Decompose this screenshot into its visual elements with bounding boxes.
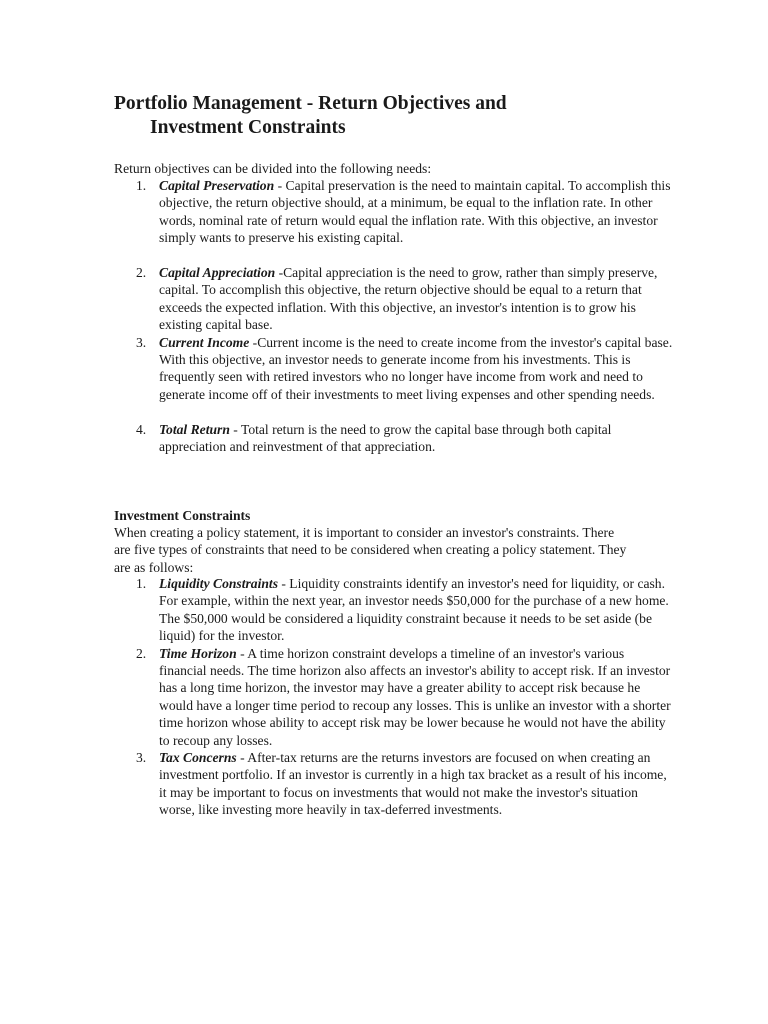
return-objectives-intro: Return objectives can be divided into the following needs: [114,161,432,176]
item-number: 1. [136,576,147,591]
item-number: 4. [136,421,147,437]
constraints-intro: When creating a policy statement, it is important to consider an investor's constraints. There are five types of constraints that need to be considered when creating a policy statement. They are as follows: [114,525,627,575]
item-number: 2. [136,265,147,281]
return-objectives-list [114,177,674,455]
constraints-list [114,575,674,819]
item-term: Capital Preservation [159,178,275,193]
list-item [114,645,674,749]
item-text: - Capital preservation is the need to maintain capital. To accomplish this objective, the return objective should, at a minimum, be equal to the inflation rate. In other words, nominal rate of return would equal the inflation rate. With this objective, an investor simply wants to preserve his existing capital. [159,178,671,246]
item-number: 1. [136,178,147,193]
item-number: 2. [136,645,147,661]
item-term: Tax Concerns [159,750,237,766]
item-term: Total Return [159,421,230,437]
list-item [114,749,674,819]
list-item [114,264,674,334]
item-term: Liquidity Constraints [159,576,278,591]
section-heading: Investment Constraints [114,508,251,523]
item-text: -Current income is the need to create income from the investor's capital base. With this objective, an investor needs to generate income from his investments. This is frequently seen with retired investors who no longer have income from work and need to generate income off of their investments to meet living expenses and other spending needs. [159,334,673,402]
item-term: Capital Appreciation [159,265,276,281]
title-line-2: Investment Constraints [150,117,346,138]
item-text: - A time horizon constraint develops a timeline of an investor's various financial needs. The time horizon also affects an investor's ability to accept risk. If an investor has a long time horizon, the investor may have a greater ability to accept risk because he would have a longer time period to recoup any losses. This is unlike an investor with a shorter time horizon whose ability to accept risk may be lower because he would not have the ability to recoup any losses. [159,645,671,748]
item-number: 3. [136,750,147,766]
item-text: - After-tax returns are the returns investors are focused on when creating an investment portfolio. If an investor is currently in a high tax bracket as a result of his income, it may be important to focus on investments that would not make the investor's situation worse, like investing more heavily in tax-deferred investments. [159,750,667,818]
item-term: Current Income [159,334,250,350]
title-line-1: Portfolio Management - Return Objectives and [114,93,507,114]
list-item [114,177,674,247]
item-text: - Liquidity constraints identify an investor's need for liquidity, or cash. For example, within the next year, an investor needs $50,000 for the purchase of a new home. The $50,000 would be considered a liquidity constraint because it needs to be set aside (be liquid) for the investor. [159,576,669,644]
page-title [114,92,674,140]
item-number: 3. [136,334,147,350]
list-item [114,334,674,404]
list-item [114,575,674,645]
item-text: -Capital appreciation is the need to grow, rather than simply preserve, capital. To accomplish this objective, the return objective should be equal to a return that exceeds the expected inflation. With this objective, an investor's intention is to grow his existing capital base. [159,265,658,333]
item-text: - Total return is the need to grow the capital base through both capital appreciation and reinvestment of that appreciation. [159,421,612,455]
item-term: Time Horizon [159,645,237,661]
list-item [114,421,674,456]
